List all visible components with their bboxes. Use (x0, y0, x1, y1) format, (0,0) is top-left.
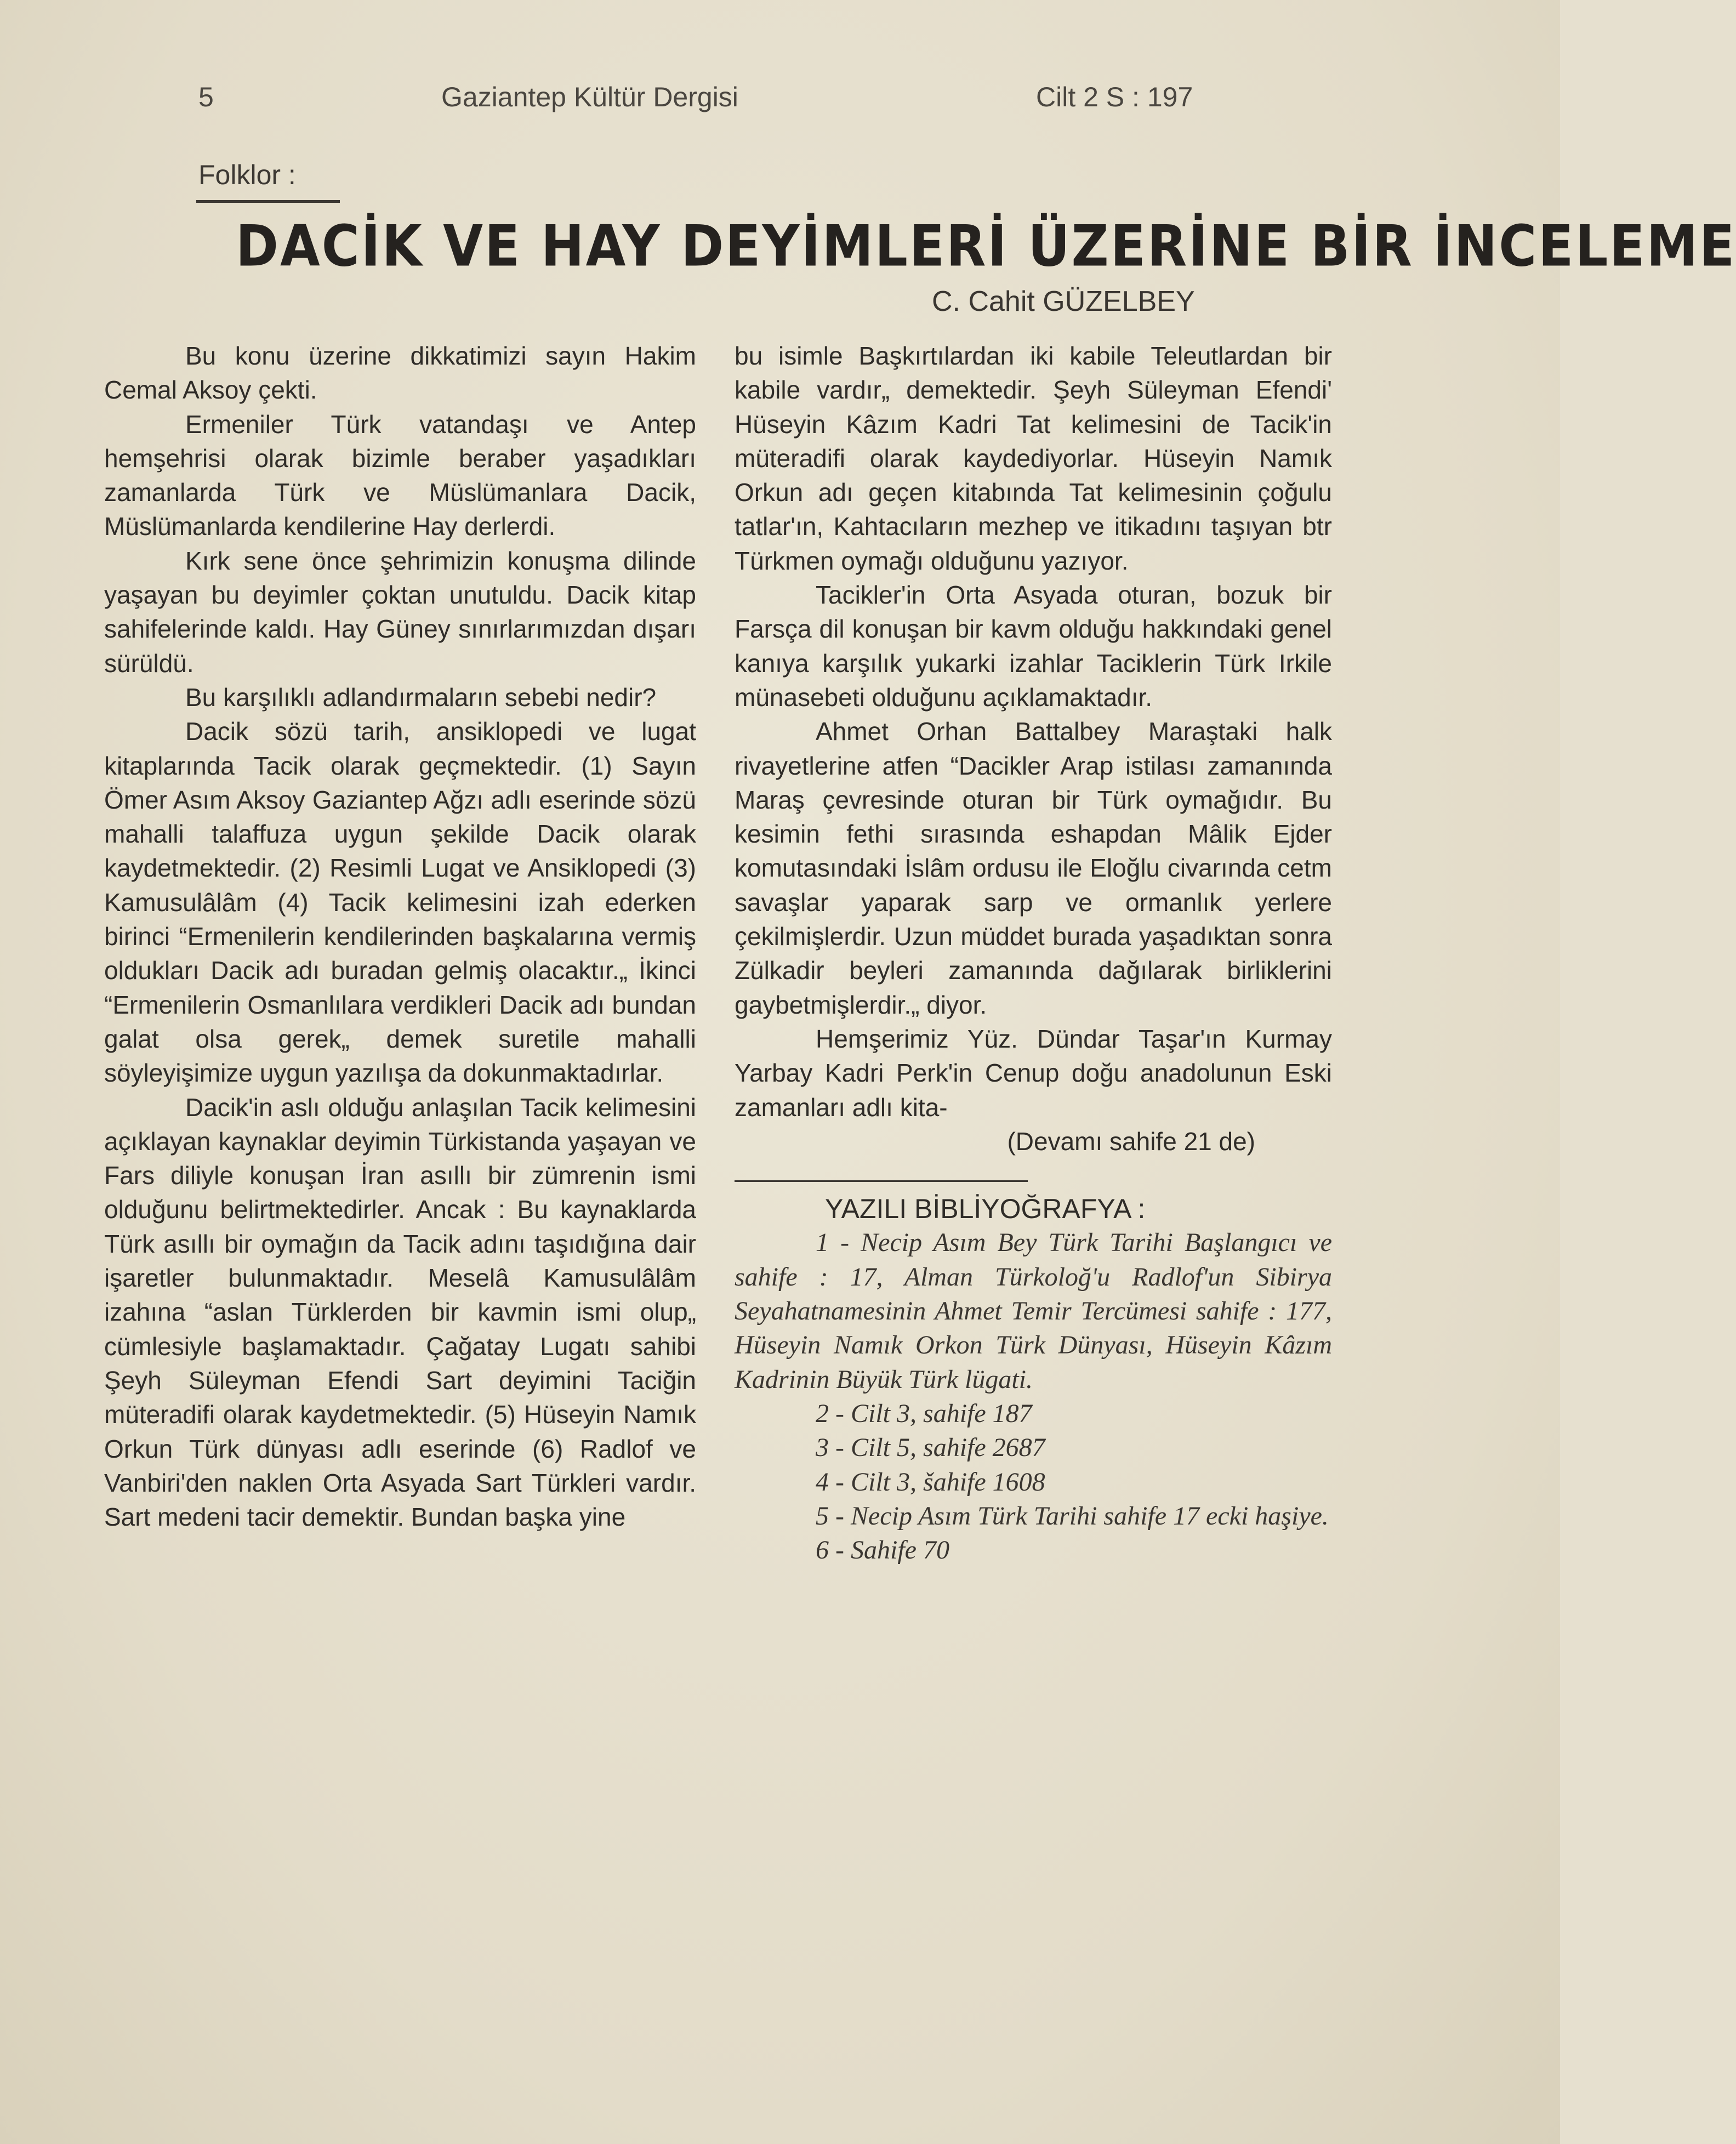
volume-issue: Cilt 2 S : 197 (1036, 82, 1193, 112)
running-header (0, 81, 1560, 120)
article-author: C. Cahit GÜZELBEY (932, 286, 1195, 317)
bibliography-item: 2 - Cilt 3, sahife 187 (816, 1398, 1032, 1428)
paragraph: Tacikler'in Orta Asyada oturan, bozuk bir Farsça dil konuşan bir kavm olduğu hakkındaki genel kanıya karşılık yukarki izahlar Taciklerin Türk Irkile münasebeti olduğunu açıklamaktadır. (735, 581, 1332, 712)
paragraph: Bu konu üzerine dikkatimizi sayın Hakim Cemal Aksoy çekti. (104, 342, 696, 405)
paragraph: Ahmet Orhan Battalbey Maraştaki halk rivayetlerine atfen “Dacikler Arap istilası zamanında Maraş çevresinde oturan bir Türk oymağıdır. Bu kesimin fethi sırasında eshapdan Mâlik Ejder komutasındaki İslâm ordusu ile Eloğlu civarında cetm savaşlar yaparak sarp ve ormanlık yerlere çekilmişlerdir. Uzun müddet burada yaşadıktan sonra Zülkadir beyleri zamanında dağılarak birliklerini gaybetmişlerdir.„ diyor. (735, 717, 1332, 1019)
article-title: DACİK VE HAY DEYİMLERİ ÜZERİNE BİR İNCELEME (236, 214, 1736, 280)
bibliography-item: 4 - Cilt 3, šahife 1608 (816, 1467, 1045, 1497)
paragraph: Hemşerimiz Yüz. Dündar Taşar'ın Kurmay Yarbay Kadri Perk'in Cenup doğu anadolunun Eski zamanları adlı kita- (735, 1024, 1332, 1122)
bibliography-item: 5 - Necip Asım Türk Tarihi sahife 17 ecki haşiye. (816, 1501, 1329, 1531)
section-rule (196, 200, 340, 203)
journal-name: Gaziantep Kültür Dergisi (441, 82, 738, 112)
bibliography-item: 3 - Cilt 5, sahife 2687 (816, 1433, 1045, 1463)
page-number: 5 (198, 82, 214, 112)
paragraph: Dacik sözü tarih, ansiklopedi ve lugat kitaplarında Tacik olarak geçmektedir. (1) Sayın Ömer Asım Aksoy Gaziantep Ağzı adlı eserinde sözü mahalli talaffuza uygun şekilde Dacik olarak kaydetmektedir. (2) Resimli Lugat ve Ansiklopedi (3) Kamusulâlâm (4) Tacik kelimesini izah ederken birinci “Ermenilerin kendilerinden başkalarına vermiş oldukları Dacik adı buradan gelmiş olacaktır.„ İkinci “Ermenilerin Osmanlılara verdikleri Dacik adı bundan galat olsa gerek„ demek suretile mahalli söyleyişimize uygun yazılışa da dokunmaktadırlar. (104, 717, 696, 1088)
paragraph: Kırk sene önce şehrimizin konuşma dilinde yaşayan bu deyimler çoktan unutuldu. Dacik kitap sahifelerinde kaldı. Hay Güney sınırlarımızdan dışarı sürüldü. (104, 546, 696, 678)
bibliography-title: YAZILI BİBLİYOĞRAFYA : (825, 1193, 1146, 1225)
bibliography-list (735, 1226, 1332, 1567)
paragraph: Dacik'in aslı olduğu anlaşılan Tacik kelimesini açıklayan kaynaklar deyimin Türkistanda yaşayan ve Fars diliyle konuşan İran asıllı bir zümrenin ismi olduğunu belirtmektedirler. Ancak : Bu kaynaklarda Türk asıllı bir oymağın da Tacik adını taşıdığına dair işaretler bulunmaktadır. Meselâ Kamusulâlâm izahına “aslan Türklerden bir kavmin ismi olup„ cümlesiyle başlamaktadır. Çağatay Lugatı sahibi Şeyh Süleyman Efendi Sart deyimini Taciğin müteradifi olarak kaydetmektedir. (5) Hüseyin Namık Orkun Türk dünyası adlı eserinde (6) Radlof ve Vanbiri'den naklen Orta Asyada Sart Türkleri vardır. Sart medeni tacir demektir. Bundan başka yine (104, 1093, 696, 1532)
paragraph: Bu karşılıklı adlandırmaların sebebi nedir? (185, 683, 657, 712)
left-column (104, 339, 696, 1534)
paragraph: Ermeniler Türk vatandaşı ve Antep hemşehrisi olarak bizimle beraber yaşadıkları zamanlarda Türk ve Müslümanlara Dacik, Müslümanlarda kendilerine Hay derlerdi. (104, 410, 696, 541)
continuation-note: (Devamı sahife 21 de) (1007, 1127, 1255, 1156)
right-column (735, 339, 1332, 1567)
bibliography-item: 1 - Necip Asım Bey Türk Tarihi Başlangıcı ve sahife : 17, Alman Türkoloğ'u Radlof'un Sibirya Seyahatnamesinin Ahmet Temir Tercümesi sahife : 177, Hüseyin Namık Orkon Türk Dünyası, Hüseyin Kâzım Kadrinin Büyük Türk lügati. (735, 1228, 1332, 1394)
bibliography-rule (735, 1180, 1028, 1182)
section-label: Folklor : (198, 160, 296, 190)
bibliography-item: 6 - Sahife 70 (816, 1536, 949, 1565)
paragraph: bu isimle Başkırtılardan iki kabile Teleutlardan bir kabile vardır„ demektedir. Şeyh Süleyman Efendi' Hüseyin Kâzım Kadri Tat kelimesini de Tacik'in müteradifi olarak kaydediyorlar. Hüseyin Namık Orkun adı geçen kitabında Tat kelimesinin çoğulu tatlar'ın, Kahtacıların mezhep ve itikadını taşıyan btr Türkmen oymağı olduğunu yazıyor. (735, 342, 1332, 575)
